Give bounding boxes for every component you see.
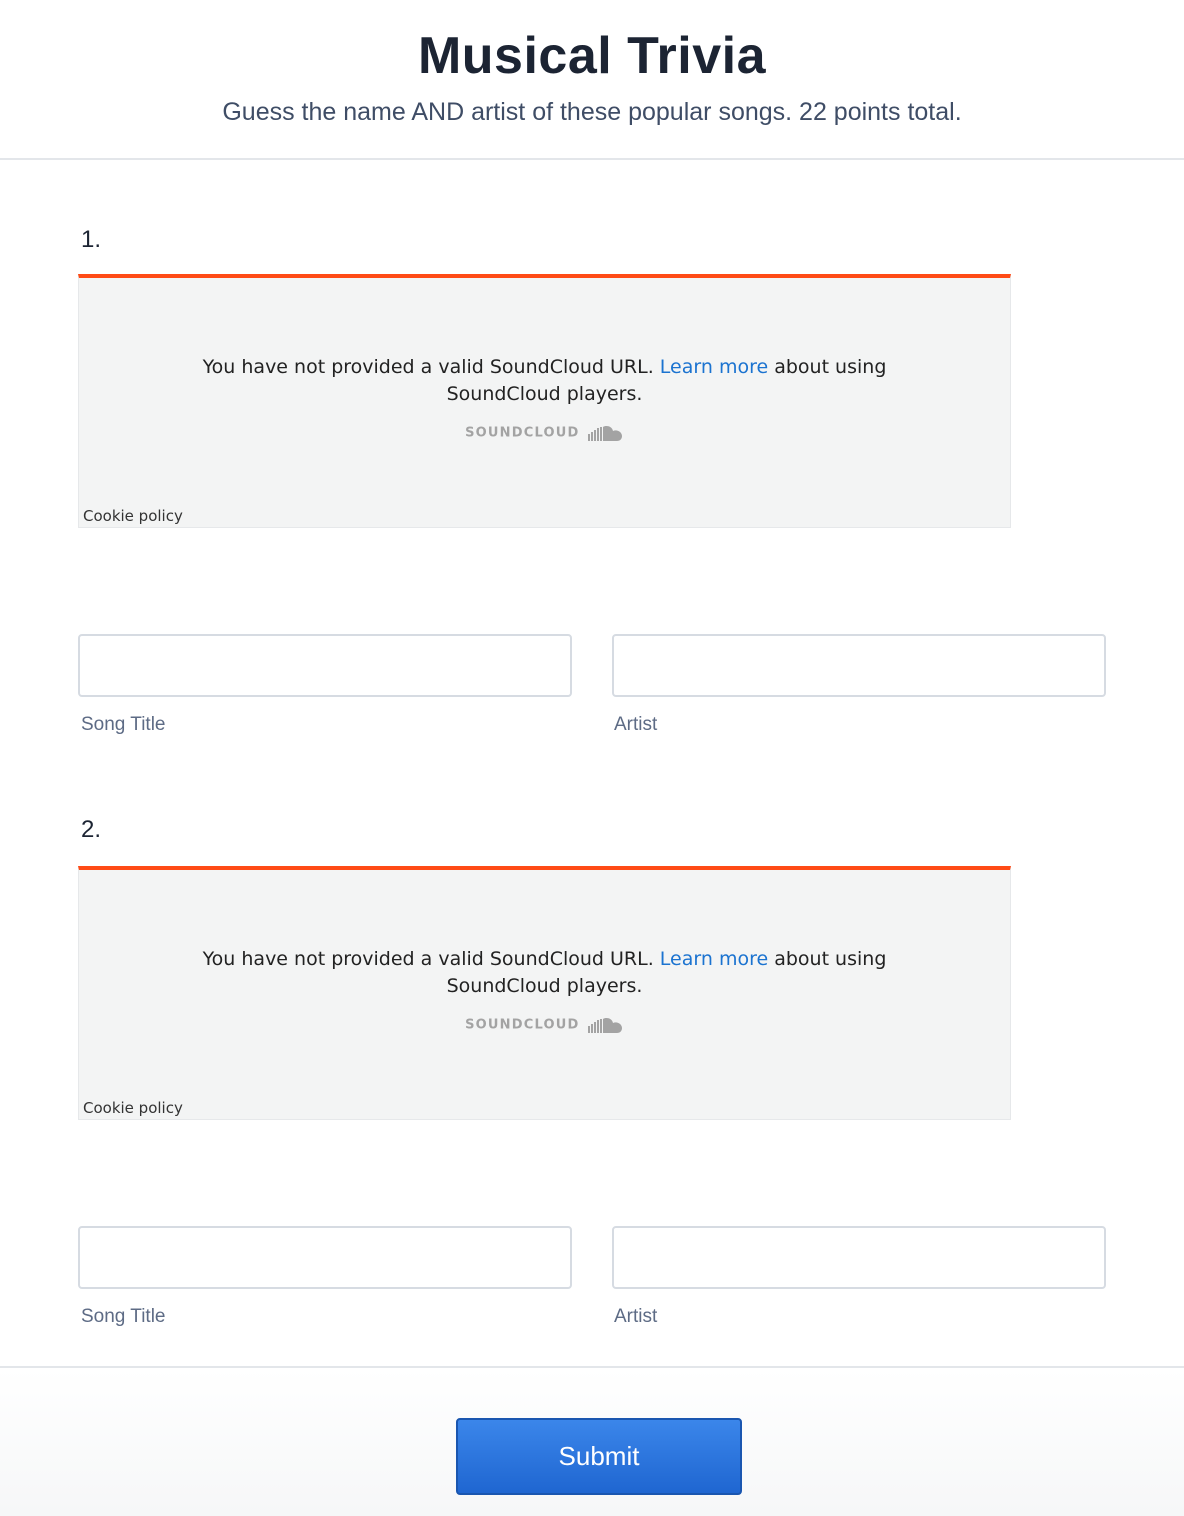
embed-message-text: about using SoundCloud players.	[446, 948, 887, 997]
song-title-input[interactable]	[78, 1226, 572, 1289]
soundcloud-logo	[79, 1016, 1010, 1036]
song-title-label: Song Title	[81, 714, 166, 735]
soundcloud-cloud-icon	[588, 425, 624, 441]
artist-label: Artist	[614, 714, 658, 735]
soundcloud-cloud-icon	[588, 1017, 624, 1033]
question-number: 2.	[81, 816, 102, 843]
cookie-policy-link[interactable]: Cookie policy	[83, 507, 183, 525]
song-title-input[interactable]	[78, 634, 572, 697]
soundcloud-wordmark: SOUNDCLOUD	[465, 1017, 580, 1033]
page-title: Musical Trivia	[417, 27, 767, 85]
submit-button[interactable]: Submit	[456, 1418, 742, 1495]
soundcloud-logo	[79, 424, 1010, 444]
embed-message-text: You have not provided a valid SoundCloud URL.	[202, 948, 660, 970]
form-footer	[0, 1366, 1184, 1516]
embed-error-message	[79, 946, 1010, 1000]
embed-message-text: You have not provided a valid SoundCloud URL.	[202, 356, 660, 378]
soundcloud-embed	[78, 866, 1011, 1120]
soundcloud-wordmark: SOUNDCLOUD	[465, 425, 580, 441]
song-title-label: Song Title	[81, 1306, 166, 1327]
question-number: 1.	[81, 226, 102, 253]
artist-label: Artist	[614, 1306, 658, 1327]
learn-more-link[interactable]: Learn more	[659, 948, 769, 970]
artist-input[interactable]	[612, 1226, 1106, 1289]
page-header	[0, 0, 1184, 160]
page-subtitle: Guess the name AND artist of these popular songs. 22 points total.	[222, 98, 962, 126]
embed-error-message	[79, 354, 1010, 408]
soundcloud-embed	[78, 274, 1011, 528]
cookie-policy-link[interactable]: Cookie policy	[83, 1099, 183, 1117]
learn-more-link[interactable]: Learn more	[659, 356, 769, 378]
embed-message-text: about using SoundCloud players.	[446, 356, 887, 405]
artist-input[interactable]	[612, 634, 1106, 697]
